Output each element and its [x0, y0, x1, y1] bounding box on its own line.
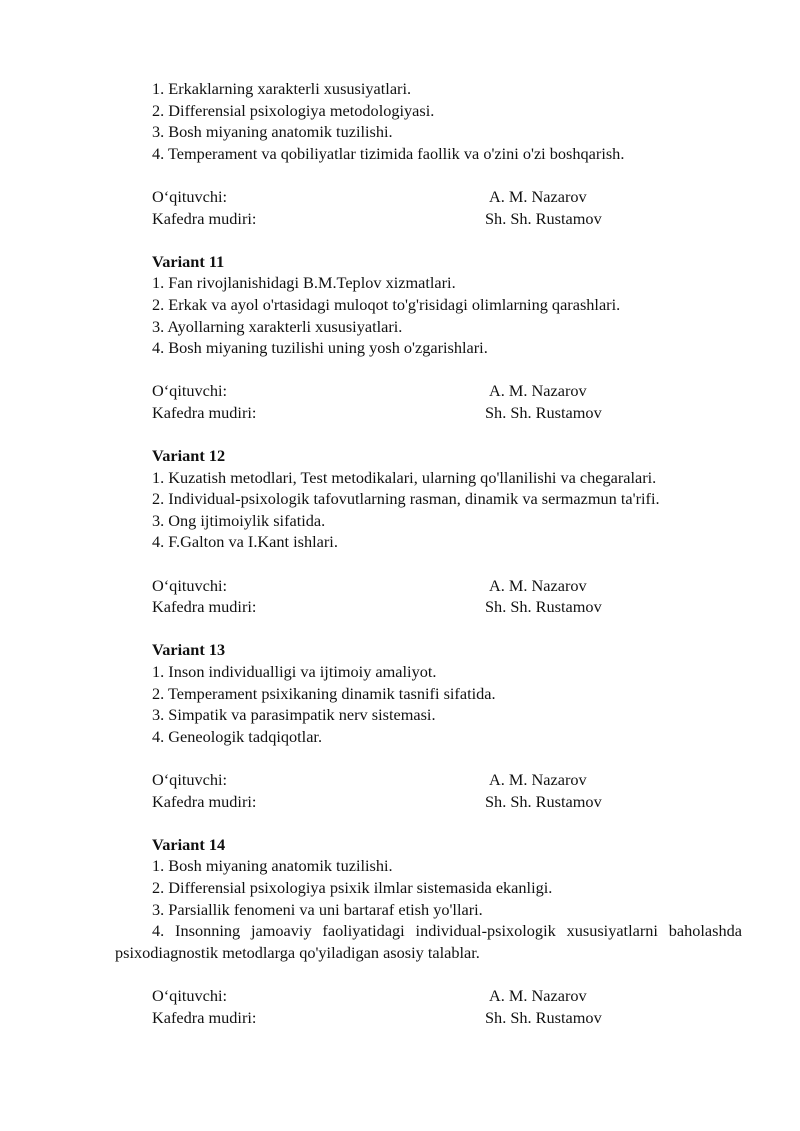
question-item: 3. Parsiallik fenomeni va uni bartaraf etish yo'llari.: [152, 899, 483, 919]
question-item: 2. Differensial psixologiya psixik ilmlar sistemasida ekanligi.: [152, 877, 553, 897]
variant-title: Variant 13: [152, 640, 226, 660]
variant-title: Variant 14: [152, 834, 226, 854]
head-name: Sh. Sh. Rustamov: [485, 402, 602, 422]
intro-block: [0, 78, 800, 164]
spacer: [0, 747, 800, 769]
teacher-name: A. M. Nazarov: [489, 770, 587, 789]
teacher-label: O‘qituvchi:: [152, 575, 228, 595]
question-item: 2. Differensial psixologiya metodologiyasi.: [152, 100, 435, 120]
question-item: 4. Geneologik tadqiqotlar.: [152, 726, 323, 746]
question-item: 2. Temperament psixikaning dinamik tasnifi sifatida.: [152, 683, 496, 703]
teacher-label: O‘qituvchi:: [152, 381, 228, 401]
teacher-name: A. M. Nazarov: [489, 381, 587, 401]
teacher-signature-row: [0, 575, 800, 597]
head-name: Sh. Sh. Rustamov: [485, 791, 602, 811]
head-label: Kafedra mudiri:: [152, 791, 257, 811]
question-item: 1. Kuzatish metodlari, Test metodikalari, ularning qo'llanilishi va chegaralari.: [152, 467, 657, 487]
teacher-signature-row: [0, 380, 800, 402]
head-label: Kafedra mudiri:: [152, 1007, 257, 1027]
question-item: 3. Ong ijtimoiylik sifatida.: [152, 510, 326, 530]
variant-title: Variant 12: [152, 446, 226, 466]
question-item: 1. Erkaklarning xarakterli xususiyatlari.: [152, 79, 412, 98]
variant-title: Variant 11: [152, 251, 225, 271]
variant-block: [0, 445, 800, 553]
head-signature-row: [0, 1007, 800, 1029]
question-item: 3. Bosh miyaning anatomik tuzilishi.: [152, 122, 393, 142]
teacher-label: O‘qituvchi:: [152, 186, 228, 206]
spacer: [0, 553, 800, 575]
document-page: [0, 78, 800, 1028]
question-item: 1. Bosh miyaning anatomik tuzilishi.: [152, 856, 393, 876]
teacher-signature-row: [0, 186, 800, 208]
teacher-label: O‘qituvchi:: [152, 985, 228, 1005]
spacer: [0, 359, 800, 381]
spacer: [0, 229, 800, 251]
variant-block: [0, 834, 800, 964]
head-label: Kafedra mudiri:: [152, 208, 257, 228]
question-item: 4. F.Galton va I.Kant ishlari.: [152, 532, 338, 552]
question-item: 2. Erkak va ayol o'rtasidagi muloqot to'g'risidagi olimlarning qarashlari.: [152, 294, 621, 314]
question-item: 3. Simpatik va parasimpatik nerv sistemasi.: [152, 705, 436, 725]
head-name: Sh. Sh. Rustamov: [485, 597, 602, 617]
question-item: 4. Insonning jamoaviy faoliyatidagi individual-psixologik xususiyatlarni baholashda psixodiagnostik metodlarga qo'yiladigan asosiy talablar.: [115, 921, 742, 962]
teacher-signature-row: [0, 985, 800, 1007]
teacher-signature-row: [0, 769, 800, 791]
signature-block: [0, 380, 800, 423]
question-item: 4. Bosh miyaning tuzilishi uning yosh o'zgarishlari.: [152, 338, 488, 358]
question-item: 2. Individual-psixologik tafovutlarning rasman, dinamik va sermazmun ta'rifi.: [152, 489, 660, 509]
teacher-name: A. M. Nazarov: [489, 985, 587, 1005]
signature-block: [0, 985, 800, 1028]
variant-block: [0, 251, 800, 359]
head-name: Sh. Sh. Rustamov: [485, 208, 602, 228]
question-item: 4. Temperament va qobiliyatlar tizimida faollik va o'zini o'zi boshqarish.: [152, 143, 625, 163]
head-label: Kafedra mudiri:: [152, 597, 257, 617]
variant-block: [0, 639, 800, 747]
question-item: 3. Ayollarning xarakterli xususiyatlari.: [152, 316, 403, 336]
spacer: [0, 963, 800, 985]
head-signature-row: [0, 402, 800, 424]
head-signature-row: [0, 208, 800, 230]
head-signature-row: [0, 791, 800, 813]
teacher-name: A. M. Nazarov: [489, 575, 587, 595]
question-item: 1. Inson individualligi va ijtimoiy amaliyot.: [152, 662, 437, 682]
signature-block: [0, 769, 800, 812]
head-name: Sh. Sh. Rustamov: [485, 1007, 602, 1027]
spacer: [0, 812, 800, 834]
question-item: 1. Fan rivojlanishidagi B.M.Teplov xizmatlari.: [152, 273, 456, 293]
signature-block: [0, 186, 800, 229]
spacer: [0, 618, 800, 640]
spacer: [0, 424, 800, 446]
head-label: Kafedra mudiri:: [152, 402, 257, 422]
teacher-name: A. M. Nazarov: [489, 186, 587, 206]
head-signature-row: [0, 596, 800, 618]
signature-block: [0, 575, 800, 618]
spacer: [0, 164, 800, 186]
teacher-label: O‘qituvchi:: [152, 770, 228, 789]
